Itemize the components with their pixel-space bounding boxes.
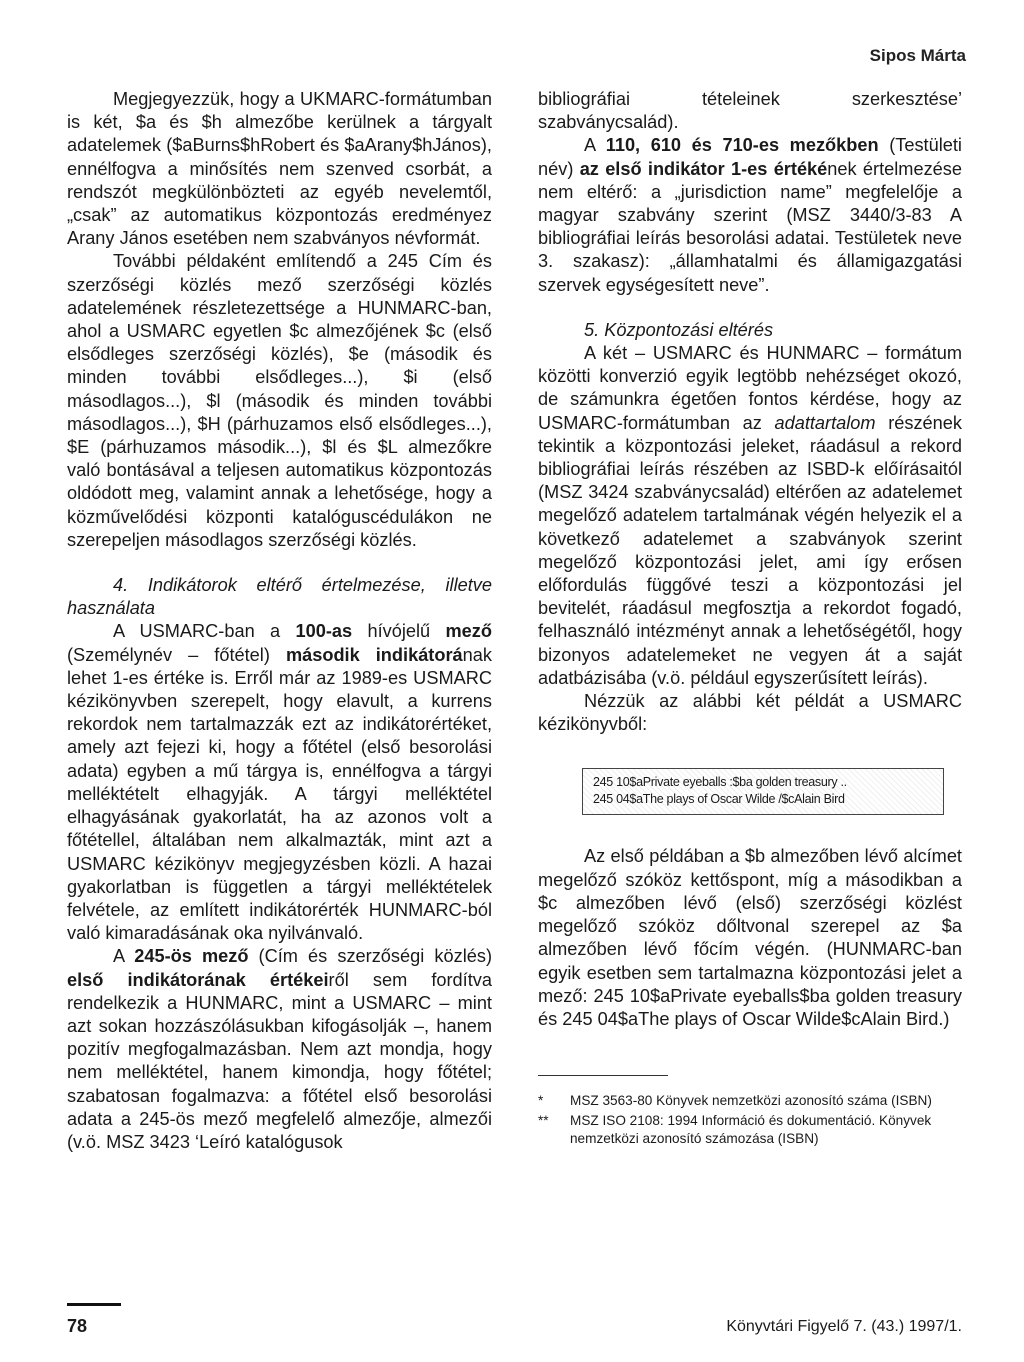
running-header-author: Sipos Márta	[869, 46, 966, 65]
usmarc-example-box	[582, 768, 944, 815]
example-line-1: 245 10$aPrivate eyeballs :$ba golden treasury ..	[593, 775, 847, 790]
paragraph-example-explanation: Az első példában a $b almezőben lévő alcímet megelőző szóköz kettőspont, míg a másodikban a $c almezőben lévő (első) szerzőségi közlést megelőző szóköz dőltvonal szerepel az $a almezőben lévő főcím végén. (HUNMARC-ban egyik esetben sem tartalmazna központozási jelet a mező: 245 10$aPrivate eyeballs$ba golden treasury és 245 04$aThe plays of Oscar Wilde$cAlain Bird.)	[538, 846, 962, 1029]
paragraph-punctuation: A két – USMARC és HUNMARC – formátum közötti konverzió egyik legtöbb nehézséget okozó, de számunkra égetően fontos kérdése, hogy az USMARC-formátumban az adattartalom részének tekintik a központozási jeleket, ráadásul a rekord bibliográfiai leírás részében az ISBD-k előírásaitól (MSZ 3424 szabványcsalád) eltérően az adatelemet megelőző adatelem tartalmának végén helyezik el a következő adatelemet a szabványok szerint megelőző központozási jelet, ami így erősen előfordulás függővé teszi a központozási jel bevitelét, ráadásul megfosztja a rekordot fogadó, felhasználó intézményt annak a lehetőségétől, hogy bizonyos adatelemeket ne vegyen át a saját adatbázisába (v.ö. például egyszerűsített leírás).	[538, 343, 962, 688]
footnote-text: MSZ ISO 2108: 1994 Információ és dokumentáció. Könyvek nemzetközi azonosító számozása (ISBN)	[570, 1113, 932, 1147]
paragraph-continuation: bibliográfiai tételeinek szerkesztése’ szabványcsalád).	[538, 89, 962, 133]
footnote-divider	[538, 1075, 668, 1076]
paragraph-110-610-710: A 110, 610 és 710-es mezőkben (Testületi név) az első indikátor 1-es értékének értelmezése nem eltérő: a „jurisdiction name” megfelelője a magyar szabvány szerint (MSZ 3440/3-83 A bibliográfiai leírás besorolási adatai. Testületek neve 3. szakasz): „államhatalmi és államigazgatási szervek egységesített neve”.	[538, 135, 962, 295]
paragraph-245-indicator: A 245-ös mező (Cím és szerzőségi közlés) első indikátorának értékeiről sem fordítva rendelkezik a HUNMARC, mint a USMARC – mint azt sokan hozzászólásukban kifogásolják –, hanem pozitív megfogalmazásban. Nem azt mondja, hogy nem melléktétel, hanem kimondja, hogy főtétel; szabatosan fogalmazva: a főtétel első besorolási adata a 245-ös mező megfelelő almezője, almezői (v.ö. MSZ 3423 ‘Leíró katalógusok	[67, 946, 492, 1152]
footnote-mark: **	[538, 1113, 549, 1129]
example-line-2: 245 04$aThe plays of Oscar Wilde /$cAlain Bird	[593, 792, 845, 807]
paragraph-245-field: További példaként említendő a 245 Cím és szerzőségi közlés mező szerzőségi közlés adatelemének részletezettsége a HUNMARC-ban, ahol a USMARC egyetlen $c almezőjének $c (első elsődleges szerzőségi közlés), $e (második és minden további elsődleges...), $i (első másodlagos...), $l (második és minden további másodlagos...), $H (párhuzamos első elsődleges...), $E (párhuzamos második...), $l és $L almezőkre való bontásával a teljesen automatikus központozás oldódott meg, valamint annak a lehetősége, hogy a közművelődési központi katalóguscédulákon ne szerepeljen másodlagos szerzőségi közlés.	[67, 251, 492, 550]
footnotes	[538, 1092, 962, 1148]
paragraph-ukmarc: Megjegyezzük, hogy a UKMARC-formátumban is két, $a és $h almezőbe kerülnek a tárgyalt adatelemek ($aBurns$hRobert és $aArany$hJános), ennélfogva a minősítés nem szenved csorbát, a rendszót megkülönbözteti az egyéb nevelemtől, „csak” az automatikus központozás eredményez Arany János esetében nem szabványos névformát.	[67, 89, 492, 249]
journal-reference: Könyvtári Figyelő 7. (43.) 1997/1.	[726, 1318, 962, 1335]
footnote-mark: *	[538, 1093, 544, 1109]
left-column	[67, 88, 492, 1154]
footnote-text: MSZ 3563-80 Könyvek nemzetközi azonosító száma (ISBN)	[570, 1093, 932, 1109]
footnote-2	[538, 1112, 962, 1148]
page-number: 78	[67, 1316, 88, 1336]
footnote-1	[538, 1092, 962, 1110]
paragraph-examples-intro: Nézzük az alábbi két példát a USMARC kézikönyvből:	[538, 691, 962, 735]
footer-rule	[67, 1303, 121, 1306]
section-heading-4: 4. Indikátorok eltérő értelmezése, illetve használata	[67, 575, 492, 619]
section-heading-5: 5. Központozási eltérés	[584, 319, 774, 340]
paragraph-100-indicator: A USMARC-ban a 100-as hívójelű mező (Személynév – főtétel) második indikátorának lehet 1-es értéke is. Erről már az 1989-es USMARC kézikönyvben szerepelt, hogy elavult, a kurrens rekordok nem tartalmazzák ezt az indikátorértéket, amely azt fejezi ki, hogy a főtétel (első besorolási adata) egyben a mű tárgya is, ennélfogva a tárgyi melléktételt elhagyják. A tárgyi melléktétel elhagyásának gyakorlatát, ha az azonos volt a főtétellel, általában nem alkalmazták, mint azt a USMARC kézikönyv megjegyzésben közli. A hazai gyakorlatban is független a tárgyi melléktételek felvétele, az említett indikátorérték HUNMARC-ból való kimaradásának oka nyilvánvaló.	[67, 621, 492, 944]
right-column	[538, 88, 962, 1150]
